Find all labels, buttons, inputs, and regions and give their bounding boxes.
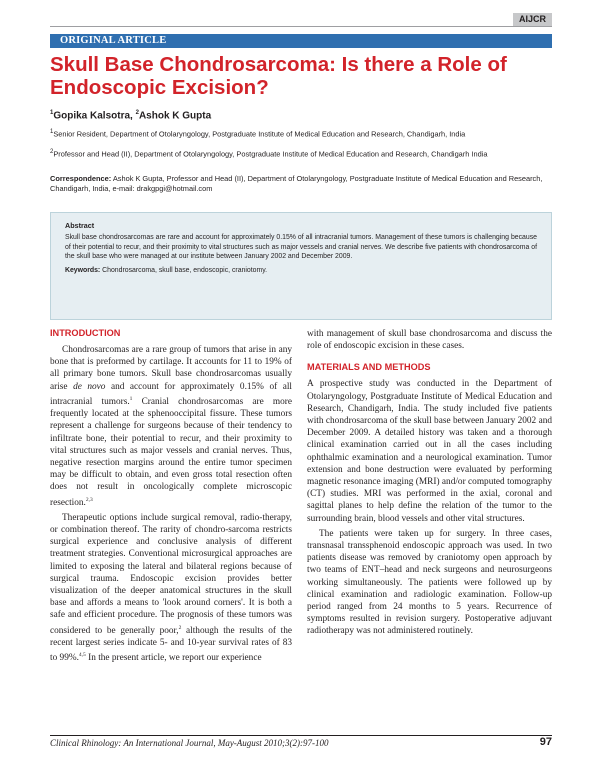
affiliation-superscript: 2 bbox=[50, 149, 54, 155]
author-name: Ashok K Gupta bbox=[138, 110, 212, 122]
text-run: and account for approximately 0.15% of all intracranial tumors. bbox=[50, 381, 293, 407]
abstract-box bbox=[50, 212, 552, 320]
citation-ref: 2 bbox=[178, 624, 182, 631]
correspondence-text: Ashok K Gupta, Professor and Head (II), Department of Otolaryngology, Postgraduate Institute of Medical Education and Research, Chandigarh, India, e-mail: drakgpgi@hotmail.com bbox=[50, 174, 543, 193]
author-superscript: 2 bbox=[135, 110, 139, 116]
header-rule bbox=[50, 26, 552, 27]
text-run: Cranial chondrosarcomas are more frequently located at the sphenooccipital fissure. These tumors represent a challenge for surgeons because of their tendency to infiltrate bone, their potential to recur, and their proximity to vital structures such as major vessels and cranial nerves. Thus, negative resection margins around the entire tumor specimen may be difficult to obtain, and even gross total resection often does not result in oncologically complete microscopic resection. bbox=[50, 396, 292, 508]
abstract-heading: Abstract bbox=[65, 221, 95, 230]
introduction-paragraph-2 bbox=[50, 512, 292, 665]
author-superscript: 1 bbox=[50, 110, 54, 116]
left-column bbox=[50, 328, 292, 664]
article-title: Skull Base Chondrosarcoma: Is there a Role of Endoscopic Excision? bbox=[50, 53, 507, 99]
methods-heading: MATERIALS AND METHODS bbox=[307, 362, 431, 373]
right-column bbox=[307, 328, 552, 638]
methods-paragraph-2: The patients were taken up for surgery. In three cases, transnasal transsphenoid endoscopic approach was used. In two patients disease was removed by craniotomy open approach by two teams of ENT–head and neck surgeons and neurosurgeons working simultaneously. The patients were followed up by clinical examination and radiologic examination. Follow-up period ranged from 24 months to 5 years. Recurrence of symptoms resulted in revision surgery. Postoperative adjuvant radiotherapy was not administered routinely. bbox=[307, 528, 552, 637]
introduction-continuation: with management of skull base chondrosarcoma and discuss the role of endoscopic excision in these cases. bbox=[307, 329, 552, 352]
text-run: In the present article, we report our experience bbox=[85, 653, 262, 664]
text-run: Chondrosarcomas are a rare group of tumors that arise in any bone that is preformed by cartilage. It accounts for 11 to 19% of all primary bone tumors. Skull base chondrosarcomas usually arise bbox=[50, 345, 292, 392]
methods-paragraph-1: A prospective study was conducted in the Department of Otolaryngology, Postgraduate Institute of Medical Education and Research, Chandigarh, India. The study included five patients with chondrosarcoma of the skull base between January 2002 and December 2009. A detailed history was taken and a thorough clinical examination carried out in all the cases including ophthalmic examination and a neurological examination. Tumor extension and bone destruction were evaluated by performing magnetic resonance imaging (MRI) and/or computed tomography (CT) studies. MRI was performed in the axial, coronal and sagittal planes to help define the relation of the tumor to the surrounding brain, blood vessels and other vital structures. bbox=[307, 379, 552, 524]
affiliation-1 bbox=[50, 127, 552, 139]
journal-tag: AIJCR bbox=[513, 13, 552, 26]
text-run: although the results of the recent largest series indicate 5- and 10-year survival rates of 83 to 99%. bbox=[50, 625, 292, 664]
author-name: Gopika Kalsotra, bbox=[53, 110, 136, 122]
journal-citation: Clinical Rhinology: An International Journal, May-August 2010;3(2):97-100 bbox=[50, 738, 329, 748]
introduction-heading: INTRODUCTION bbox=[50, 328, 121, 338]
author-list bbox=[50, 110, 211, 121]
abstract-text: Skull base chondrosarcomas are rare and account for approximately 0.15% of all intracranial tumors. Management of these tumors is challenging because of their potential to recur, and their proximity to vital structures such as major vessels and cranial nerves. We describe five patients with chondrosarcoma of the skull base who were managed at our institute between January 2002 and December 2009. bbox=[65, 234, 537, 261]
page-number: 97 bbox=[539, 736, 552, 748]
keywords-label: Keywords: bbox=[65, 266, 101, 274]
correspondence-label: Correspondence: bbox=[50, 174, 112, 183]
affiliation-superscript: 1 bbox=[50, 129, 54, 135]
text-run: Therapeutic options include surgical removal, radio-therapy, or combination thereof. The rarity of chondro-sarcoma restricts surgical experience and conclusive analysis of different treatment strategies. Conventional microsurgical approaches are limited to exposing the lateral and bilateral regions because of surgical trauma. Endoscopic excision provides better visualization of the deeper anatomical structures in the skull base and affords a means to 'look around corners'. It is both a safe and efficient procedure. The prognosis of these tumors was considered to be generally poor, bbox=[50, 512, 292, 636]
affiliation-2 bbox=[50, 147, 552, 159]
keywords bbox=[65, 266, 537, 276]
affiliation-text: Professor and Head (II), Department of Otolaryngology, Postgraduate Institute of Medical Education and Research, Chandigarh India bbox=[53, 149, 488, 159]
citation-ref: 4,5 bbox=[78, 652, 86, 659]
keywords-text: Chondrosarcoma, skull base, endoscopic, craniotomy. bbox=[100, 266, 268, 274]
introduction-paragraph-1 bbox=[50, 344, 292, 509]
affiliation-text: Senior Resident, Department of Otolaryngology, Postgraduate Institute of Medical Education and Research, Chandigarh, India bbox=[53, 129, 466, 139]
article-type-banner: ORIGINAL ARTICLE bbox=[50, 34, 552, 48]
citation-ref: 2,3 bbox=[85, 496, 93, 503]
citation-ref: 1 bbox=[129, 395, 133, 402]
correspondence bbox=[50, 174, 552, 194]
footer-rule bbox=[50, 735, 552, 736]
italic-term: de novo bbox=[73, 381, 106, 392]
